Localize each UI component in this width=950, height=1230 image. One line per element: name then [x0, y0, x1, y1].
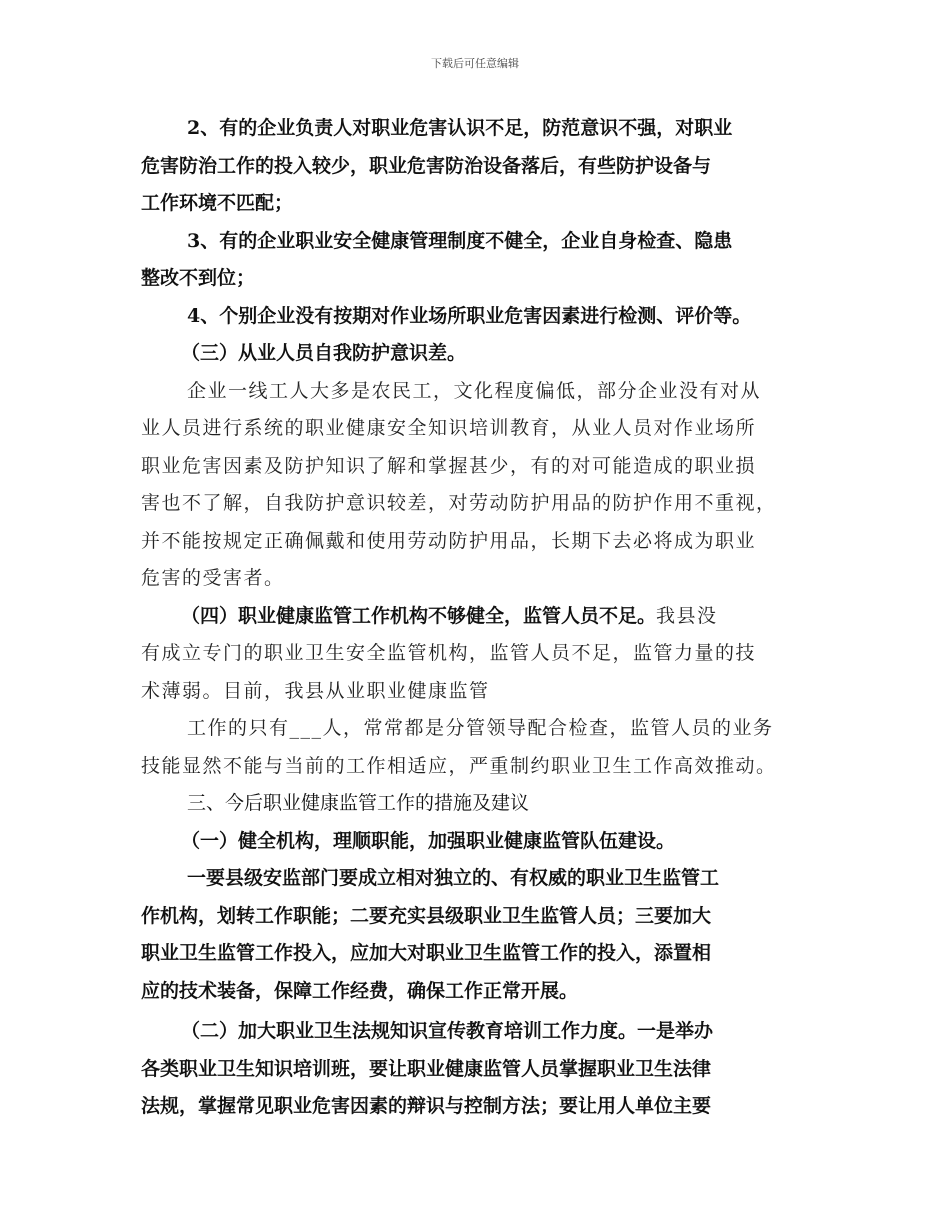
- paragraph-line: 企业一线工人大多是农民工，文化程度偏低，部分企业没有对从: [187, 379, 762, 402]
- section-heading: （一）健全机构，理顺职能，加强职业健康监管队伍建设。: [181, 829, 676, 852]
- paragraph-line: 职业危害因素及防护知识了解和掌握甚少，有的对可能造成的职业损: [141, 454, 757, 477]
- paragraph-line: 工作环境不匹配；: [141, 192, 294, 214]
- document-body: [141, 110, 821, 1126]
- paragraph-line: 4、个别企业没有按期对作业场所职业危害因素进行检测、评价等。: [187, 304, 752, 327]
- paragraph-line: 技能显然不能与当前的工作相适应，严重制约职业卫生工作高效推动。: [141, 754, 777, 777]
- paragraph-line: 整改不到位；: [141, 267, 256, 289]
- section-heading: 三、今后职业健康监管工作的措施及建议: [187, 792, 530, 814]
- paragraph-line: [141, 598, 821, 636]
- paragraph-line: 术薄弱。目前，我县从业职业健康监管: [141, 679, 490, 702]
- paragraph-line: （二）加大职业卫生法规知识宣传教育培训工作力度。一是举办: [181, 1020, 714, 1042]
- paragraph-line: 有成立专门的职业卫生安全监管机构，监管人员不足，监管力量的技: [141, 642, 757, 664]
- paragraph-line: 危害的受害者。: [141, 567, 285, 589]
- paragraph-line: 职业卫生监管工作投入，应加大对职业卫生监管工作的投入，添置相: [141, 942, 712, 964]
- page-header: 下载后可任意编辑: [431, 57, 519, 70]
- paragraph-line: 并不能按规定正确佩戴和使用劳动防护用品，长期下去必将成为职业: [141, 529, 757, 552]
- section-heading: （三）从业人员自我防护意识差。: [181, 342, 467, 364]
- paragraph-line: 业人员进行系统的职业健康安全知识培训教育，从业人员对作业场所: [141, 417, 757, 439]
- paragraph-line: 工作的只有___人，常常都是分管领导配合检查，监管人员的业务: [187, 717, 774, 739]
- paragraph-line: 3、有的企业职业安全健康管理制度不健全，企业自身检查、隐患: [187, 229, 733, 252]
- paragraph-line: 作机构，划转工作职能；二要充实县级职业卫生监管人员；三要加大: [141, 904, 712, 927]
- paragraph-line: 一要县级安监部门要成立相对独立的、有权威的职业卫生监管工: [187, 867, 720, 889]
- paragraph-line: 应的技术装备，保障工作经费，确保工作正常开展。: [141, 979, 579, 1002]
- paragraph-text: 我县没: [656, 604, 718, 627]
- paragraph-line: 危害防治工作的投入较少，职业危害防治设备落后，有些防护设备与: [141, 154, 712, 177]
- section-heading: （四）职业健康监管工作机构不够健全，监管人员不足。: [181, 604, 657, 627]
- paragraph-line: 害也不了解，自我防护意识较差，对劳动防护用品的防护作用不重视，: [141, 492, 777, 514]
- paragraph-line: 2、有的企业负责人对职业危害认识不足，防范意识不强，对职业: [187, 117, 733, 139]
- paragraph-line: 各类职业卫生知识培训班，要让职业健康监管人员掌握职业卫生法律: [141, 1057, 712, 1080]
- paragraph-line: 法规，掌握常见职业危害因素的辩识与控制方法；要让用人单位主要: [141, 1095, 712, 1117]
